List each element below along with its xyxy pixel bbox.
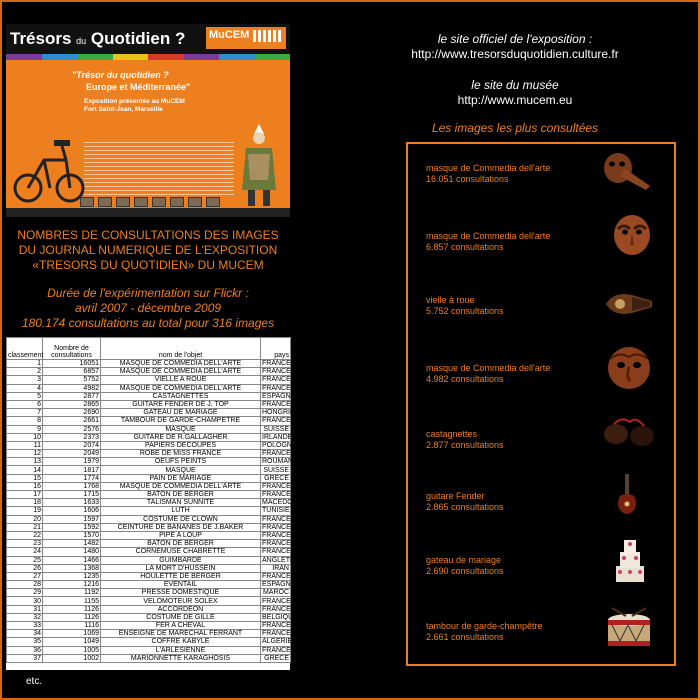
- cake-icon: [608, 536, 652, 586]
- country-cell: ROUMANIE: [262, 458, 300, 466]
- nav-tab: [77, 54, 113, 60]
- country-cell: FRANCE: [262, 491, 291, 499]
- count-cell: 1768: [43, 482, 101, 490]
- count-cell: 2074: [43, 441, 101, 449]
- object-name-cell: LUTH: [101, 507, 261, 515]
- museum-site-label: le site du musée: [471, 78, 559, 92]
- object-name-cell: EVENTAIL: [101, 581, 261, 589]
- etc-label: etc.: [26, 676, 43, 687]
- country-cell: BELGIQUE: [262, 613, 298, 621]
- table-row: [7, 433, 291, 441]
- count-cell: 6857: [43, 368, 101, 376]
- header-consultations: Nombre de consultations: [43, 338, 101, 360]
- top-images-title: Les images les plus consultées: [431, 121, 599, 135]
- hurdy-gurdy-icon: [602, 287, 656, 321]
- rank-cell: 12: [7, 450, 43, 458]
- table-row: [7, 523, 291, 531]
- object-name-cell: VIELLE A ROUE: [101, 376, 261, 384]
- object-name-cell: GUITARE FENDER DE J. TOP: [101, 400, 261, 408]
- country-cell: ANGLETERRE: [262, 556, 310, 564]
- object-name-cell: GATEAU DE MARIAGE: [101, 409, 261, 417]
- table-row: [7, 515, 291, 523]
- country-cell: SUISSE: [261, 466, 291, 474]
- item-name: vielle à roue: [426, 295, 475, 305]
- top-image-item[interactable]: [426, 555, 504, 577]
- official-site-label: le site officiel de l'exposition :: [437, 32, 593, 46]
- thumbnail: [80, 197, 94, 207]
- object-name-cell: CEINTURE DE BANANES DE J.BAKER: [101, 523, 261, 531]
- object-name-cell: BATON DE BERGER: [101, 540, 261, 548]
- country-cell: SUISSE: [261, 425, 291, 433]
- count-cell: 1979: [43, 458, 101, 466]
- object-name-cell: LA MORT D'HUSSEIN: [101, 564, 261, 572]
- country-cell: MAROC: [261, 589, 291, 597]
- object-name-cell: MASQUE: [101, 466, 261, 474]
- table-row: [7, 400, 291, 408]
- table-row: [7, 531, 291, 539]
- mask-icon: [604, 345, 654, 391]
- nav-tab: [6, 54, 42, 60]
- object-name-cell: COSTUME DE GILLE: [101, 613, 261, 621]
- mask-long-nose-icon: [600, 150, 654, 194]
- object-name-cell: FER A CHEVAL: [101, 622, 261, 630]
- table-row: [7, 425, 291, 433]
- count-cell: 2373: [43, 433, 101, 441]
- count-cell: 1817: [43, 466, 101, 474]
- header-classement: classement: [7, 338, 43, 360]
- rank-cell: 18: [7, 499, 43, 507]
- thumbnail: [134, 197, 148, 207]
- rank-cell: 25: [7, 556, 43, 564]
- object-name-cell: ACCORDEON: [101, 605, 261, 613]
- count-cell: 1005: [43, 646, 101, 654]
- country-cell: FRANCE: [262, 597, 291, 605]
- nav-tab: [42, 54, 78, 60]
- website-body-text: [84, 142, 234, 197]
- count-cell: 1592: [43, 523, 101, 531]
- official-site-url[interactable]: http://www.tresorsduquotidien.culture.fr: [411, 47, 619, 61]
- object-name-cell: GUITARE DE R.GALLAGHER: [101, 433, 261, 441]
- table-row: [7, 360, 291, 368]
- duration-line-2: avril 2007 - décembre 2009: [74, 301, 222, 315]
- nav-tab: [255, 54, 291, 60]
- mucem-logo: [206, 27, 286, 49]
- thumbnail: [206, 197, 220, 207]
- heading-line-1: NOMBRES DE CONSULTATIONS DES IMAGES: [17, 228, 279, 242]
- rank-cell: 20: [7, 515, 43, 523]
- count-cell: 1715: [43, 491, 101, 499]
- rank-cell: 29: [7, 589, 43, 597]
- count-cell: 2865: [43, 400, 101, 408]
- heading-line-3: «TRESORS DU QUOTIDIEN» DU MUCEM: [32, 258, 264, 272]
- castanets-icon: [600, 414, 658, 448]
- count-cell: 2661: [43, 417, 101, 425]
- count-cell: 1466: [43, 556, 101, 564]
- rank-cell: 36: [7, 646, 43, 654]
- item-name: tambour de garde-champêtre: [426, 621, 543, 631]
- count-cell: 16051: [43, 360, 101, 368]
- table-row: [7, 392, 291, 400]
- title-tresors: Trésors: [10, 29, 72, 48]
- rank-cell: 37: [7, 654, 43, 662]
- country-cell: FRANCE: [262, 532, 291, 540]
- nav-tab: [219, 54, 255, 60]
- table-row: [7, 646, 291, 654]
- country-cell: ESPAGNE: [262, 581, 296, 589]
- country-cell: FRANCE: [262, 368, 291, 376]
- item-count: 6.857 consultations: [426, 242, 504, 252]
- count-cell: 1155: [43, 597, 101, 605]
- country-cell: FRANCE: [262, 523, 291, 531]
- rank-cell: 10: [7, 433, 43, 441]
- table-row: [7, 589, 291, 597]
- country-cell: IRAN: [261, 564, 291, 572]
- rank-cell: 2: [7, 368, 43, 376]
- country-cell: IRLANDE: [262, 433, 293, 441]
- object-name-cell: VELOMOTEUR SOLEX: [101, 597, 261, 605]
- country-cell: ESPAGNE: [262, 392, 296, 400]
- item-count: 2.865 consultations: [426, 502, 504, 512]
- object-name-cell: BATON DE BERGER: [101, 491, 261, 499]
- object-name-cell: MASQUE DE COMMEDIA DELL'ARTE: [101, 384, 261, 392]
- table-row: [7, 491, 291, 499]
- rank-cell: 28: [7, 581, 43, 589]
- thumbnail: [98, 197, 112, 207]
- count-cell: 1192: [43, 589, 101, 597]
- rank-cell: 17: [7, 491, 43, 499]
- rank-cell: 19: [7, 507, 43, 515]
- count-cell: 1606: [43, 507, 101, 515]
- table-row: [7, 474, 291, 482]
- rank-cell: 23: [7, 540, 43, 548]
- object-name-cell: PRESSE DOMESTIQUE: [101, 589, 261, 597]
- table-row: [7, 417, 291, 425]
- table-row: [7, 368, 291, 376]
- table-row: [7, 654, 291, 662]
- item-count: 2.690 consultations: [426, 566, 504, 576]
- rank-cell: 30: [7, 597, 43, 605]
- exhibition-website-screenshot: [6, 24, 290, 217]
- thumbnail: [188, 197, 202, 207]
- object-name-cell: PAIN DE MARIAGE: [101, 474, 261, 482]
- table-row: [7, 507, 291, 515]
- website-nav-bar: [6, 54, 290, 60]
- table-row: [7, 540, 291, 548]
- museum-site-url[interactable]: http://www.mucem.eu: [457, 93, 573, 107]
- object-name-cell: GUIMBARDE: [101, 556, 261, 564]
- rank-cell: 31: [7, 605, 43, 613]
- country-cell: FRANCE: [262, 482, 291, 490]
- country-cell: FRANCE: [262, 417, 291, 425]
- object-name-cell: MASQUE DE COMMEDIA DELL'ARTE: [101, 482, 261, 490]
- object-name-cell: ENSEIGNE DE MARECHAL FERRANT: [101, 630, 261, 638]
- top-image-item[interactable]: [426, 295, 504, 317]
- count-cell: 1570: [43, 531, 101, 539]
- website-subtitle-2: Europe et Méditerranée": [86, 82, 191, 92]
- count-cell: 1633: [43, 499, 101, 507]
- table-row: [7, 605, 291, 613]
- nav-tab: [148, 54, 184, 60]
- guitar-icon: [614, 474, 640, 518]
- count-cell: 1126: [43, 613, 101, 621]
- table-row: [7, 613, 291, 621]
- country-cell: FRANCE: [262, 450, 291, 458]
- top-image-item[interactable]: [426, 429, 504, 451]
- count-cell: 1482: [43, 540, 101, 548]
- rank-cell: 21: [7, 523, 43, 531]
- rank-cell: 1: [7, 360, 43, 368]
- rank-cell: 14: [7, 466, 43, 474]
- rank-cell: 3: [7, 376, 43, 384]
- top-image-item[interactable]: [426, 231, 550, 253]
- object-name-cell: PIPE A LOUP: [101, 531, 261, 539]
- object-name-cell: COSTUME DE CLOWN: [101, 515, 261, 523]
- country-cell: FRANCE: [262, 646, 291, 654]
- header-nom-objet: nom de l'objet: [101, 338, 261, 360]
- rank-cell: 5: [7, 392, 43, 400]
- count-cell: 1002: [43, 654, 101, 662]
- item-count: 2.661 consultations: [426, 632, 504, 642]
- table-row: [7, 409, 291, 417]
- table-row: [7, 441, 291, 449]
- country-cell: FRANCE: [262, 572, 291, 580]
- logo-pattern-icon: [253, 30, 283, 42]
- table-row: [7, 597, 291, 605]
- nav-tab: [184, 54, 220, 60]
- rank-cell: 13: [7, 458, 43, 466]
- country-cell: HONGRIE: [262, 409, 295, 417]
- item-name: guitare Fender: [426, 491, 485, 501]
- exposition-line-2: Fort Saint-Jean, Marseille: [84, 106, 163, 113]
- country-cell: FRANCE: [262, 548, 291, 556]
- object-name-cell: CASTAGNETTES: [101, 392, 261, 400]
- country-cell: ALGERIE: [262, 638, 293, 646]
- object-name-cell: CORNEMUSE CHABRETTE: [101, 548, 261, 556]
- object-name-cell: L'ARLESIENNE: [101, 646, 261, 654]
- duration-line-1: Durée de l'expérimentation sur Flickr :: [47, 286, 249, 300]
- country-cell: FRANCE: [262, 622, 291, 630]
- country-cell: POLOGNE: [262, 441, 297, 449]
- consultations-table: [6, 337, 310, 670]
- item-count: 2.877 consultations: [426, 440, 504, 450]
- rank-cell: 16: [7, 482, 43, 490]
- table-row: [7, 499, 291, 507]
- object-name-cell: MASQUE DE COMMEDIA DELL'ARTE: [101, 360, 261, 368]
- count-cell: 1116: [43, 622, 101, 630]
- rank-cell: 8: [7, 417, 43, 425]
- table-row: [7, 638, 291, 646]
- object-name-cell: OEUFS PEINTS: [101, 458, 261, 466]
- country-cell: FRANCE: [262, 605, 291, 613]
- rank-cell: 26: [7, 564, 43, 572]
- table-row: [7, 564, 291, 572]
- rank-cell: 24: [7, 548, 43, 556]
- table-row: [7, 622, 291, 630]
- country-cell: MACEDOINE: [262, 499, 305, 507]
- mask-icon: [610, 213, 654, 257]
- count-cell: 2690: [43, 409, 101, 417]
- costumed-figure-icon: [234, 120, 284, 208]
- item-name: gateau de mariage: [426, 555, 502, 565]
- top-image-item[interactable]: [426, 491, 504, 513]
- heading-line-2: DU JOURNAL NUMERIQUE DE L'EXPOSITION: [18, 243, 278, 257]
- title-quotidien: Quotidien ?: [90, 29, 186, 48]
- country-cell: GRECE: [261, 654, 291, 662]
- header-pays: pays: [261, 338, 291, 360]
- rank-cell: 15: [7, 474, 43, 482]
- item-name: masque de Commedia dell'arte: [426, 231, 551, 241]
- count-cell: 1049: [43, 638, 101, 646]
- item-count: 5.752 consultations: [426, 306, 504, 316]
- count-cell: 1235: [43, 572, 101, 580]
- website-exposition-text: [84, 98, 185, 114]
- rank-cell: 32: [7, 613, 43, 621]
- count-cell: 1126: [43, 605, 101, 613]
- table-row: [7, 466, 291, 474]
- website-header: [6, 24, 290, 54]
- rank-cell: 35: [7, 638, 43, 646]
- count-cell: 1774: [43, 474, 101, 482]
- country-cell: FRANCE: [262, 360, 291, 368]
- count-cell: 1216: [43, 581, 101, 589]
- country-cell: FRANCE: [262, 401, 291, 409]
- count-cell: 2877: [43, 392, 101, 400]
- drum-icon: [602, 606, 656, 654]
- country-cell: FRANCE: [262, 515, 291, 523]
- country-cell: FRANCE: [262, 540, 291, 548]
- table-row: [7, 556, 291, 564]
- rank-cell: 7: [7, 409, 43, 417]
- object-name-cell: TAMBOUR DE GARDE-CHAMPETRE: [101, 417, 261, 425]
- nav-tab: [113, 54, 149, 60]
- count-cell: 5752: [43, 376, 101, 384]
- object-name-cell: HOULETTE DE BERGER: [101, 572, 261, 580]
- object-name-cell: TALISMAN SUNNITE: [101, 499, 261, 507]
- item-name: masque de Commedia dell'arte: [426, 163, 551, 173]
- object-name-cell: COFFRE KABYLE: [101, 638, 261, 646]
- table-row: [7, 458, 291, 466]
- rank-cell: 9: [7, 425, 43, 433]
- count-cell: 1597: [43, 515, 101, 523]
- object-name-cell: MASQUE DE COMMEDIA DELL'ARTE: [101, 368, 261, 376]
- country-cell: FRANCE: [262, 630, 291, 638]
- country-cell: FRANCE: [262, 384, 291, 392]
- duration-line-3: 180.174 consultations au total pour 316 images: [21, 316, 275, 330]
- count-cell: 2576: [43, 425, 101, 433]
- table-row: [7, 572, 291, 580]
- table-row: [7, 548, 291, 556]
- table-row: [7, 482, 291, 490]
- table-row: [7, 376, 291, 384]
- country-cell: FRANCE: [262, 376, 291, 384]
- top-image-item[interactable]: [426, 163, 550, 185]
- rank-cell: 34: [7, 630, 43, 638]
- solex-moped-icon: [14, 126, 84, 206]
- rank-cell: 27: [7, 572, 43, 580]
- top-image-item[interactable]: [426, 363, 550, 385]
- rank-cell: 33: [7, 622, 43, 630]
- count-cell: 2049: [43, 450, 101, 458]
- top-image-item[interactable]: [426, 621, 543, 643]
- rank-cell: 4: [7, 384, 43, 392]
- thumbnail: [170, 197, 184, 207]
- object-name-cell: PAPIERS DECOUPES: [101, 441, 261, 449]
- object-name-cell: MASQUE: [101, 425, 261, 433]
- mucem-logo-text: MuCEM: [209, 29, 250, 41]
- thumbnail: [152, 197, 166, 207]
- thumbnail: [116, 197, 130, 207]
- country-cell: TUNISIE: [262, 507, 290, 515]
- object-name-cell: MARIONNETTE KARAGHOSIS: [101, 654, 261, 662]
- table-row: [7, 450, 291, 458]
- table-header-row: [7, 338, 291, 360]
- object-thumbnails: [80, 197, 220, 207]
- count-cell: 1069: [43, 630, 101, 638]
- website-footer: [6, 208, 290, 217]
- exposition-line-1: Exposition présentée au MuCEM: [84, 98, 185, 105]
- table-row: [7, 581, 291, 589]
- object-name-cell: ROBE DE MISS FRANCE: [101, 450, 261, 458]
- title-du: du: [76, 36, 87, 46]
- count-cell: 1368: [43, 564, 101, 572]
- count-cell: 4982: [43, 384, 101, 392]
- item-count: 4.982 consultations: [426, 374, 504, 384]
- rank-cell: 6: [7, 400, 43, 408]
- item-count: 16.051 consultations: [426, 174, 509, 184]
- country-cell: GRECE: [261, 474, 291, 482]
- table-row: [7, 630, 291, 638]
- website-subtitle-1: "Trésor du quotidien ?: [72, 70, 169, 80]
- count-cell: 1480: [43, 548, 101, 556]
- table-row: [7, 384, 291, 392]
- item-name: castagnettes: [426, 429, 478, 439]
- rank-cell: 11: [7, 441, 43, 449]
- item-name: masque de Commedia dell'arte: [426, 363, 551, 373]
- rank-cell: 22: [7, 531, 43, 539]
- website-title: [10, 29, 185, 49]
